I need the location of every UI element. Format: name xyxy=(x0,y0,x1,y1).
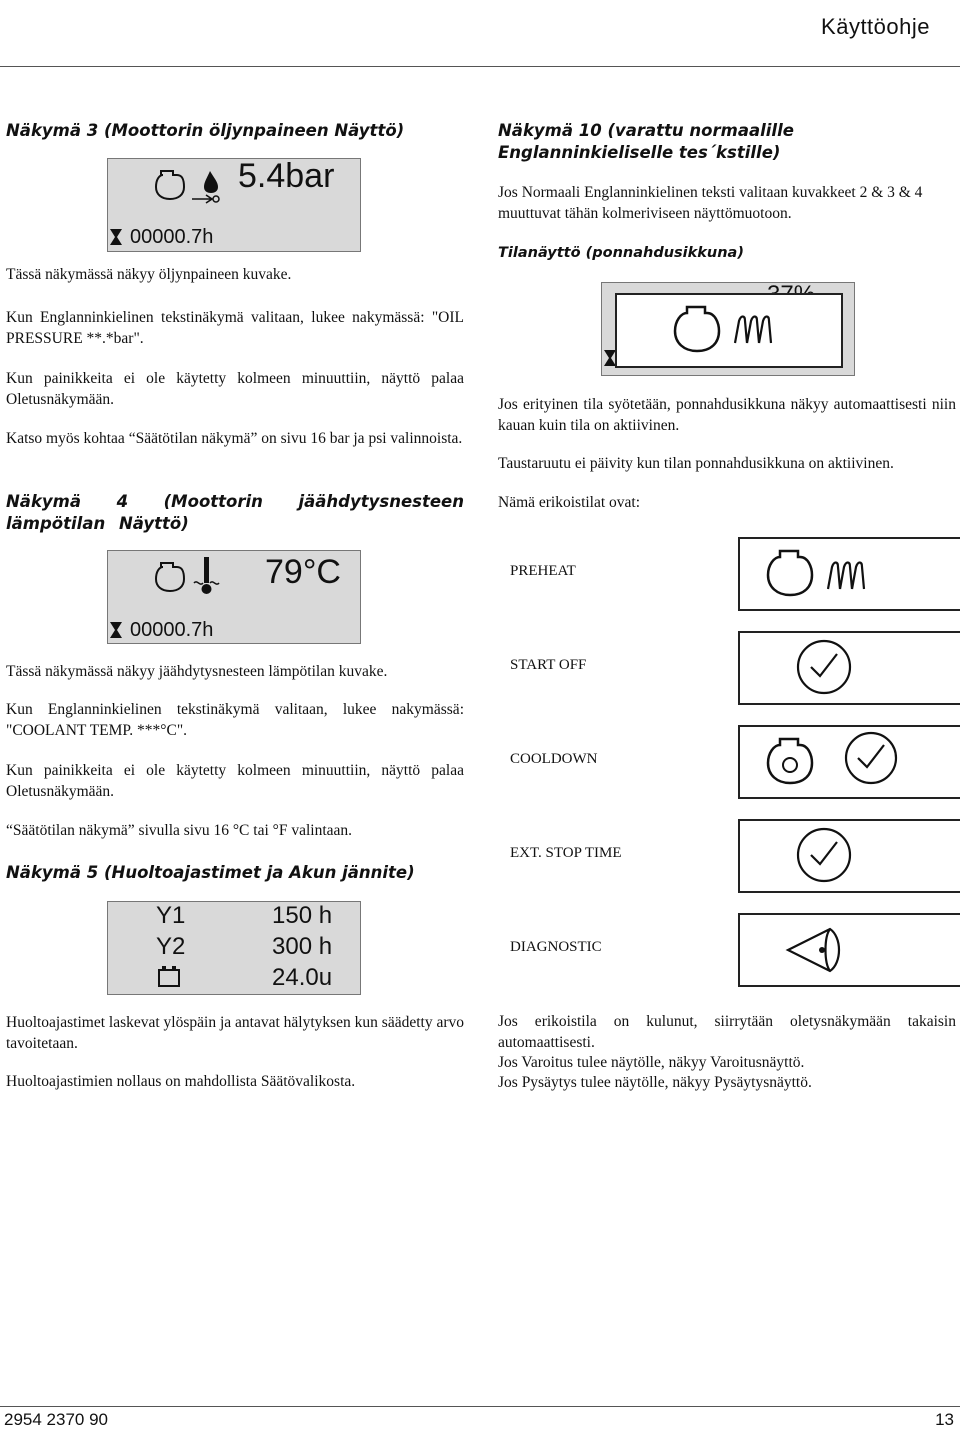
modes-paragraph-2: Jos Varoitus tulee näytölle, näkyy Varoitusnäyttö. xyxy=(498,1054,805,1071)
mode-label: COOLDOWN xyxy=(510,751,598,767)
mode-icon-box xyxy=(738,819,960,893)
coolant-lcd-hours: 00000.7h xyxy=(130,619,214,641)
oil-pressure-value: 5.4bar xyxy=(238,157,335,195)
engine-icon xyxy=(153,559,193,593)
status-heading: Tilanäyttö (ponnahdusikkuna) xyxy=(498,245,744,261)
section-10-heading: Näkymä 10 (varattu normaalille Englanninkieliselle tes´kstille) xyxy=(498,121,794,162)
special-modes-list xyxy=(498,535,958,990)
glow-plug-icon xyxy=(826,561,866,591)
section-3-heading: Näkymä 3 (Moottorin öljynpaineen Näyttö) xyxy=(6,121,405,140)
s4-paragraph-3: Kun painikkeita ei ole käytetty kolmeen minuuttiin, näyttö palaa Oletusnäkymään. xyxy=(6,762,464,800)
s3-paragraph-1: Tässä näkymässä näkyy öljynpaineen kuvake. xyxy=(6,266,292,283)
thermometer-icon xyxy=(192,557,228,597)
s5-paragraph-2: Huoltoajastimien nollaus on mahdollista Säätövalikosta. xyxy=(6,1073,356,1090)
footer-page-number: 13 xyxy=(935,1410,954,1429)
s4-paragraph-4: “Säätötilan näkymä” sivulla sivu 16 °C tai °F valintaan. xyxy=(6,822,353,839)
footer-doc-number: 2954 2370 90 xyxy=(4,1410,108,1429)
engine-icon xyxy=(766,547,814,597)
section-4-heading: Näkymä 4 (Moottorin jäähdytysnesteen lämpötilan Näyttö) xyxy=(6,492,464,533)
footer-rule xyxy=(0,1406,960,1407)
battery-voltage-value: 24.0u xyxy=(272,964,333,991)
mode-icon-box xyxy=(738,537,960,611)
modes-paragraph-1: Jos erikoistila on kulunut, siirrytään oletysnäkymään takaisin automaattisesti. xyxy=(498,1013,956,1051)
status-paragraph-3: Nämä erikoistilat ovat: xyxy=(498,494,641,511)
hourglass-icon xyxy=(110,229,122,247)
oil-drop-icon xyxy=(190,169,224,203)
s4-paragraph-2: Kun Englanninkielinen tekstinäkymä valitaan, lukee nakymässä: "COOLANT TEMP. ***°C". xyxy=(6,701,464,739)
timer-row-value: 300 h xyxy=(272,933,333,960)
mode-label: EXT. STOP TIME xyxy=(510,845,622,861)
header-rule xyxy=(0,66,960,67)
mode-icon-box xyxy=(738,913,960,987)
s10-paragraph-1: Jos Normaali Englanninkielinen teksti valitaan kuvakkeet 2 & 3 & 4 muuttuvat tähän kolmeriviseen näyttömuotoon. xyxy=(498,184,923,222)
s3-paragraph-4: Katso myös kohtaa “Säätötilan näkymä” on sivu 16 bar ja psi valinnoista. xyxy=(6,430,463,447)
mode-icon-box xyxy=(738,725,960,799)
engine-icon xyxy=(766,735,814,785)
page-header-title: Käyttöohje xyxy=(821,14,930,39)
mode-label: PREHEAT xyxy=(510,563,576,579)
glow-plug-icon xyxy=(733,315,773,345)
oil-lcd-hours: 00000.7h xyxy=(130,226,214,248)
timer-row-label: Y2 xyxy=(156,933,186,960)
section-5-heading: Näkymä 5 (Huoltoajastimet ja Akun jännite) xyxy=(6,863,415,882)
coolant-temp-value: 79°C xyxy=(265,553,341,591)
hourglass-icon xyxy=(110,622,122,640)
engine-icon xyxy=(153,167,193,201)
status-paragraph-2: Taustaruutu ei päivity kun tilan ponnahdusikkuna on aktiivinen. xyxy=(498,455,894,472)
status-popup xyxy=(615,293,843,368)
check-circle-icon xyxy=(844,731,898,785)
mode-icon-box xyxy=(738,631,960,705)
s3-paragraph-3: Kun painikkeita ei ole käytetty kolmeen minuuttiin, näyttö palaa Oletusnäkymään. xyxy=(6,370,464,408)
check-circle-icon xyxy=(796,827,852,883)
engine-icon xyxy=(673,303,721,353)
modes-paragraph-3: Jos Pysäytys tulee näytölle, näkyy Pysäytysnäyttö. xyxy=(498,1074,812,1091)
battery-icon xyxy=(158,966,182,988)
s4-paragraph-1: Tässä näkymässä näkyy jäähdytysnesteen lämpötilan kuvake. xyxy=(6,663,388,680)
check-circle-icon xyxy=(796,639,852,695)
mode-label: START OFF xyxy=(510,657,587,673)
s3-paragraph-2: Kun Englanninkielinen tekstinäkymä valitaan, lukee nakymässä: "OIL PRESSURE **.*bar". xyxy=(6,309,464,347)
timer-row-label: Y1 xyxy=(156,902,186,929)
s5-paragraph-1: Huoltoajastimet laskevat ylöspäin ja antavat hälytyksen kun säädetty arvo tavoitetaan. xyxy=(6,1014,464,1052)
service-timers-lcd xyxy=(107,901,361,995)
status-paragraph-1: Jos erityinen tila syötetään, ponnahdusikkuna näkyy automaattisesti niin kauan kuin tila on aktiivinen. xyxy=(498,396,956,434)
timer-row-value: 150 h xyxy=(272,902,333,929)
mode-label: DIAGNOSTIC xyxy=(510,939,602,955)
eye-diagnostic-icon xyxy=(786,923,856,977)
